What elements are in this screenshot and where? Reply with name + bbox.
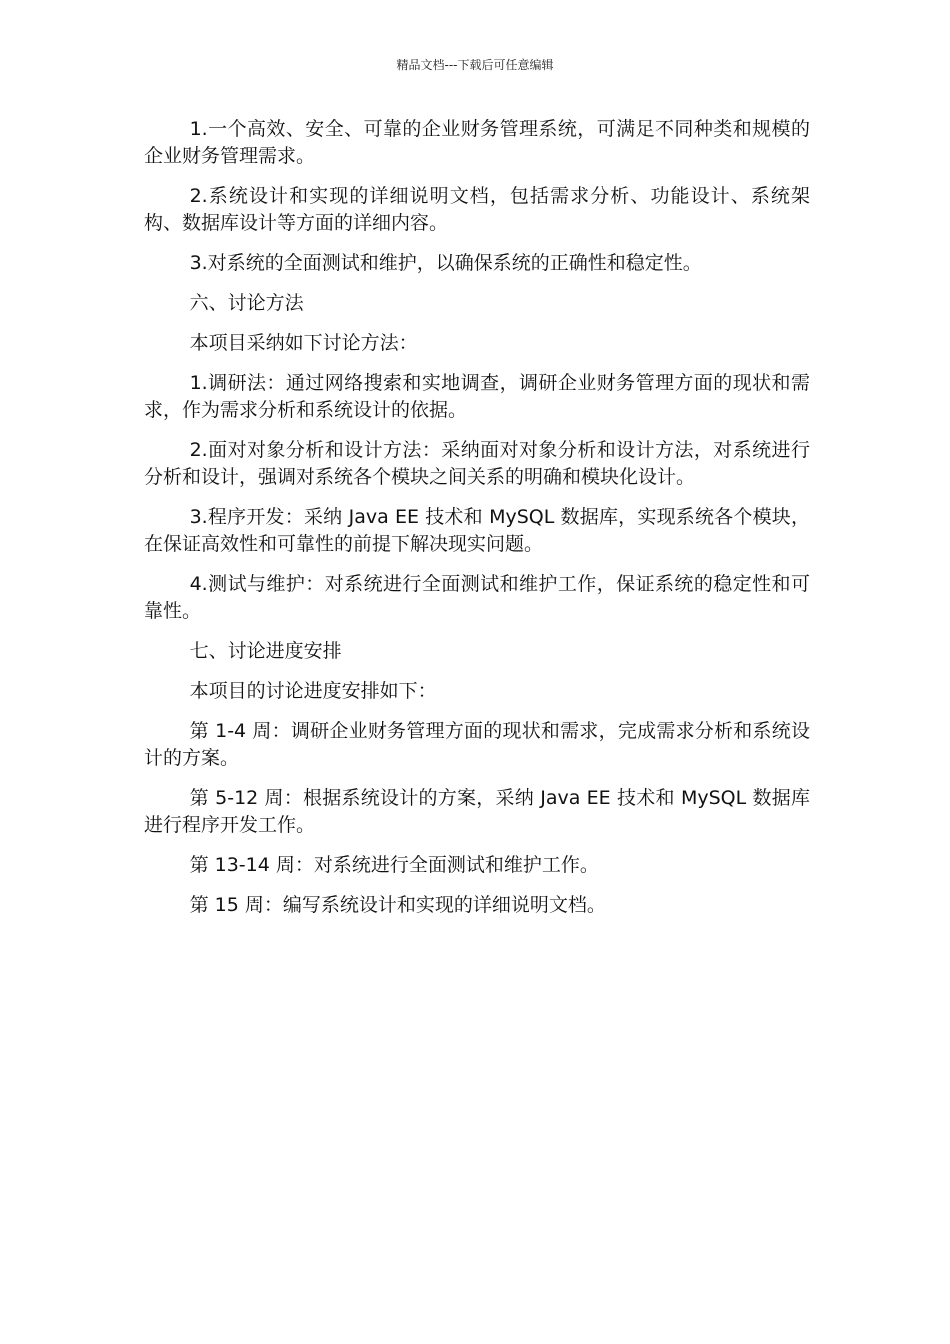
- schedule-item-2: 第 5-12 周：根据系统设计的方案，采纳 Java EE 技术和 MySQL 数据库进行程序开发工作。: [144, 787, 810, 836]
- page-header: 精品文档---下载后可任意编辑: [396, 58, 554, 72]
- method-item-3: 3.程序开发：采纳 Java EE 技术和 MySQL 数据库，实现系统各个模块，在保证高效性和可靠性的前提下解决现实问题。: [144, 506, 810, 555]
- schedule-item-3: 第 13-14 周：对系统进行全面测试和维护工作。: [189, 854, 599, 876]
- methods-intro: 本项目采纳如下讨论方法：: [189, 332, 418, 354]
- section-heading-schedule: 七、讨论进度安排: [189, 640, 342, 662]
- method-item-2: 2.面对对象分析和设计方法：采纳面对对象分析和设计方法，对系统进行分析和设计，强调对系统各个模块之间关系的明确和模块化设计。: [144, 439, 810, 488]
- document-body: [144, 116, 810, 932]
- schedule-item-4: 第 15 周：编写系统设计和实现的详细说明文档。: [189, 894, 606, 916]
- outcome-item-1: 1.一个高效、安全、可靠的企业财务管理系统，可满足不同种类和规模的企业财务管理需求。: [144, 118, 810, 167]
- outcome-item-2: 2.系统设计和实现的详细说明文档，包括需求分析、功能设计、系统架构、数据库设计等方面的详细内容。: [144, 185, 810, 234]
- section-heading-methods: 六、讨论方法: [189, 292, 304, 314]
- schedule-intro: 本项目的讨论进度安排如下：: [189, 680, 437, 702]
- method-item-1: 1.调研法：通过网络搜索和实地调查，调研企业财务管理方面的现状和需求，作为需求分析和系统设计的依据。: [144, 372, 810, 421]
- outcome-item-3: 3.对系统的全面测试和维护，以确保系统的正确性和稳定性。: [189, 252, 702, 274]
- schedule-item-1: 第 1-4 周：调研企业财务管理方面的现状和需求，完成需求分析和系统设计的方案。: [144, 720, 810, 769]
- method-item-4: 4.测试与维护：对系统进行全面测试和维护工作，保证系统的稳定性和可靠性。: [144, 573, 810, 622]
